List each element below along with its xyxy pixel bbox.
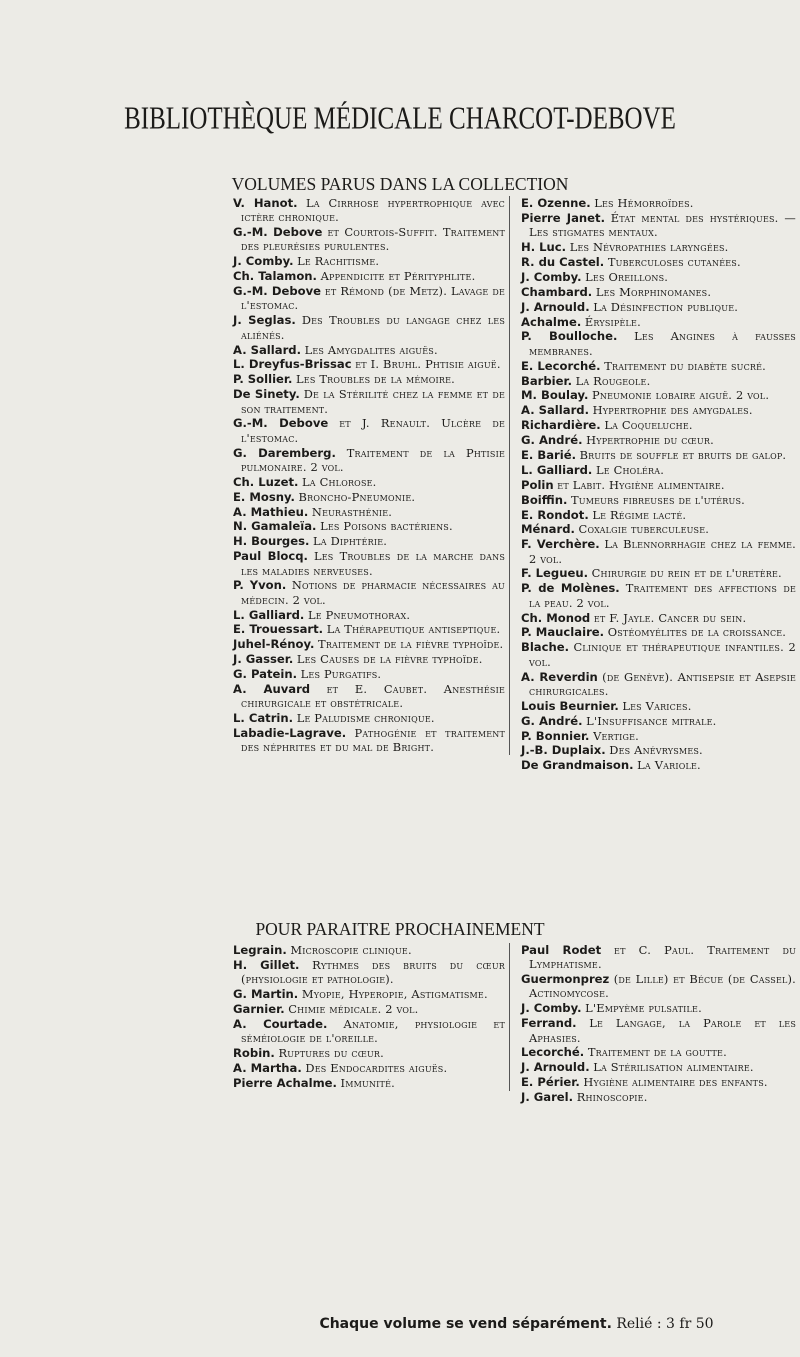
author-name: Chambard. [521,284,593,299]
work-title: Traitement de la Phtisie pulmonaire. 2 vol. [241,445,506,474]
catalogue-entry [521,581,796,610]
author-name: E. Lecorché. [521,358,601,373]
catalogue-entry [521,522,796,536]
author-name: M. Boulay. [521,388,589,403]
work-title: Chimie médicale. 2 vol. [288,1001,419,1016]
work-title: Anatomie, physiologie et séméiologie de l'oreille. [241,1016,505,1046]
author-name: E. Trouessart. [233,622,324,637]
author-name: Pierre Achalme. [233,1075,337,1090]
work-title: Les Angines à fausses membranes. [529,329,796,358]
catalogue-entry [521,566,796,580]
work-title: La Thérapeutique antiseptique. [326,622,501,637]
author-name: H. Gillet. [233,957,300,972]
author-name: Guermonprez [521,972,610,987]
catalogue-entry [233,490,505,504]
work-title: Pneumonie lobaire aiguë. 2 vol. [592,388,770,403]
work-title: Le Choléra. [595,462,665,477]
work-title: et C. Paul. Traitement du Lymphatisme. [529,943,797,972]
work-title: La Désinfection publique. [593,299,739,314]
catalogue-entry [521,270,796,284]
work-title: Les Troubles de la marche dans les maladies nerveuses. [241,549,506,578]
catalogue-entry [233,284,505,313]
catalogue-entry [233,652,505,666]
section-heading-forthcoming: POUR PARAITRE PROCHAINEMENT [255,919,545,939]
catalogue-entry [233,1046,505,1060]
catalogue-entry [233,958,505,987]
forthcoming-column-right [521,943,796,1105]
catalogue-entry [521,1016,796,1045]
work-title: Les Poisons bactériens. [320,519,453,534]
work-title: Clinique et thérapeutique infantiles. 2 vol. [529,640,796,669]
page-title: BIBLIOTHÈQUE MÉDICALE CHARCOT-DEBOVE [124,102,676,136]
published-column-right [521,196,796,773]
author-name: De Grandmaison. [521,758,634,773]
work-title: L'Insuffisance mitrale. [586,713,717,728]
catalogue-entry [521,943,796,972]
author-name: P. Boulloche. [521,329,618,344]
work-title: Vertige. [593,728,639,743]
catalogue-entry [233,372,505,386]
catalogue-entry [521,300,796,314]
author-name: P. Yvon. [233,578,287,593]
author-name: J. Garel. [521,1090,574,1105]
author-name: Polin [521,477,554,492]
work-title: Microscopie clinique. [290,943,412,957]
work-title: Coxalgie tuberculeuse. [578,522,710,537]
author-name: P. de Molènes. [521,581,620,596]
catalogue-entry [521,625,796,639]
author-name: G. Martin. [233,987,299,1002]
catalogue-entry [521,1001,796,1015]
author-name: G.-M. Debove [233,225,323,240]
author-name: J. Comby. [233,254,294,269]
work-title: Le Rachitisme. [297,254,380,269]
footer-price-text: Relié : 3 fr 50 [616,1316,714,1332]
work-title: Les Oreillons. [585,269,669,284]
author-name: L. Galliard. [521,462,593,477]
published-column-left [233,196,510,755]
author-name: Garnier. [233,1001,285,1016]
author-name: G.-M. Debove [233,284,322,299]
author-name: A. Sallard. [233,342,301,357]
author-name: J. Arnould. [521,1060,590,1075]
work-title: Les Purgatifs. [300,667,382,682]
catalogue-entry [233,225,505,254]
author-name: E. Ozenne. [521,196,591,210]
work-title: et J. Renault. Ulcère de l'estomac. [241,416,505,445]
catalogue-entry [521,1045,796,1059]
author-name: J. Seglas. [233,313,296,328]
forthcoming-column-left [233,943,510,1091]
author-name: H. Luc. [521,240,567,255]
work-title: La Blennorrhagie chez la femme. 2 vol. [529,537,796,566]
author-name: Achalme. [521,314,582,329]
catalogue-entry [233,254,505,268]
catalogue-entry [233,987,505,1001]
work-title: Traitement des affections de la peau. 2 vol. [529,581,796,610]
catalogue-entry [233,1002,505,1016]
author-name: Pierre Janet. [521,210,605,225]
author-name: L. Catrin. [233,711,294,726]
catalogue-entry [233,387,505,416]
work-title: La Diphtérie. [313,534,388,549]
author-name: Legrain. [233,943,287,957]
author-name: A. Reverdin [521,669,598,684]
work-title: Ostéomyélites de la croissance. [607,625,787,640]
footer-bold-text: Chaque volume se vend séparément. [319,1316,612,1332]
catalogue-entry [521,388,796,402]
author-name: G.-M. Debove [233,416,329,431]
catalogue-entry [233,519,505,533]
catalogue-entry [521,537,796,566]
work-title: Les Causes de la fièvre typhoïde. [296,652,483,667]
author-name: Boiffin. [521,492,568,507]
catalogue-entry [521,315,796,329]
author-name: A. Sallard. [521,403,589,418]
work-title: Les Varices. [622,698,692,713]
author-name: Ménard. [521,522,575,537]
author-name: G. André. [521,713,583,728]
author-name: Paul Blocq. [233,549,308,564]
catalogue-entry [521,478,796,492]
work-title: État mental des hystériques. — Les stigmates mentaux. [529,210,797,240]
catalogue-entry [233,505,505,519]
author-name: F. Verchère. [521,537,600,552]
catalogue-entry [233,711,505,725]
work-title: Hygiène alimentaire des enfants. [583,1075,768,1090]
author-name: P. Sollier. [233,372,293,387]
catalogue-entry [521,714,796,728]
catalogue-entry [521,359,796,373]
work-title: (de Genève). Antisepsie et Asepsie chirurgicales. [529,669,797,698]
work-title: Le Langage, la Parole et les Aphasies. [529,1016,796,1045]
catalogue-entry [521,433,796,447]
work-title: Les Hémorroïdes. [594,196,694,210]
catalogue-entry [233,667,505,681]
author-name: Ch. Luzet. [233,474,299,489]
work-title: Les Névropathies laryngées. [569,240,729,255]
author-name: L. Dreyfus-Brissac [233,357,352,372]
author-name: P. Bonnier. [521,728,590,743]
author-name: Ch. Talamon. [233,269,317,284]
work-title: Traitement du diabète sucré. [604,358,766,373]
author-name: G. Daremberg. [233,445,336,460]
catalogue-entry [233,475,505,489]
author-name: A. Auvard [233,682,311,697]
author-name: E. Mosny. [233,489,295,504]
work-title: et I. Bruhl. Phtisie aiguë. [355,357,501,372]
author-name: Ch. Monod [521,610,591,625]
author-name: Lecorché. [521,1045,585,1060]
catalogue-entry [521,493,796,507]
work-title: La Cirrhose hypertrophique avec ictère chronique. [241,196,505,225]
author-name: H. Bourges. [233,534,310,549]
author-name: G. Patein. [233,667,298,682]
catalogue-entry [233,343,505,357]
author-name: De Sinety. [233,387,300,402]
catalogue-entry [233,357,505,371]
catalogue-entry [233,196,505,225]
catalogue-entry [521,448,796,462]
work-title: et Labit. Hygiène alimentaire. [557,477,725,492]
work-title: Érysipèle. [584,314,641,329]
author-name: R. du Castel. [521,254,605,269]
catalogue-entry [233,1076,505,1090]
catalogue-entry [233,269,505,283]
catalogue-entry [521,196,796,210]
catalogue-entry [521,670,796,699]
work-title: Notions de pharmacie nécessaires au médecin. 2 vol. [241,578,505,607]
work-title: Immunité. [340,1075,395,1090]
catalogue-entry [521,972,796,1001]
work-title: La Coqueluche. [604,418,693,433]
work-title: et E. Caubet. Anesthésie chirurgicale et obstétricale. [241,682,505,711]
work-title: Myopie, Hyperopie, Astigmatisme. [301,987,488,1002]
author-name: Richardière. [521,418,601,433]
work-title: Appendicite et Pérityphlite. [320,269,476,284]
author-name: V. Hanot. [233,196,298,210]
catalogue-entry [521,374,796,388]
catalogue-entry [233,608,505,622]
author-name: Blache. [521,640,570,655]
catalogue-entry [521,1090,796,1104]
author-name: A. Mathieu. [233,504,309,519]
author-name: J. Gasser. [233,652,294,667]
work-title: Tuberculoses cutanées. [607,254,741,269]
catalogue-entry [233,637,505,651]
author-name: J. Arnould. [521,299,590,314]
work-title: La Variole. [637,758,701,773]
author-name: F. Legueu. [521,566,588,581]
footer-note [233,1316,800,1332]
author-name: G. André. [521,433,583,448]
author-name: E. Rondot. [521,507,589,522]
author-name: Paul Rodet [521,943,602,957]
work-title: La Stérilisation alimentaire. [593,1060,754,1075]
work-title: Broncho-Pneumonie. [298,489,416,504]
work-title: Le Pneumothorax. [307,607,411,622]
catalogue-entry [233,1017,505,1046]
work-title: et Rémond (de Metz). Lavage de l'estomac. [241,284,505,313]
catalogue-entry [521,743,796,757]
catalogue-entry [233,943,505,957]
author-name: Louis Beurnier. [521,698,619,713]
catalogue-entry [521,463,796,477]
catalogue-entry [233,534,505,548]
author-name: A. Martha. [233,1060,302,1075]
catalogue-entry [521,211,796,240]
work-title: (de Lille) et Bécue (de Cassel). Actinomycose. [529,972,797,1001]
catalogue-entry [521,508,796,522]
author-name: Labadie-Lagrave. [233,726,347,741]
catalogue-entry [521,255,796,269]
catalogue-entry [521,699,796,713]
work-title: Tumeurs fibreuses de l'utérus. [571,492,745,507]
work-title: Hypertrophie des amygdales. [592,403,753,418]
work-title: Des Anévrysmes. [609,743,703,758]
catalogue-entry [233,578,505,607]
catalogue-entry [521,329,796,358]
work-title: De la Stérilité chez la femme et de son traitement. [241,387,505,416]
work-title: et Courtois-Suffit. Traitement des pleurésies purulentes. [241,225,505,254]
author-name: Robin. [233,1046,275,1061]
work-title: Des Endocardites aiguës. [305,1060,448,1075]
author-name: E. Périer. [521,1075,580,1090]
section-heading-published: VOLUMES PARUS DANS LA COLLECTION [231,174,569,194]
work-title: Traitement de la fièvre typhoïde. [318,637,504,652]
author-name: Juhel-Rénoy. [233,637,315,652]
work-title: Chirurgie du rein et de l'uretère. [591,566,782,581]
work-title: L'Empyème pulsatile. [585,1001,702,1016]
catalogue-entry [521,285,796,299]
work-title: Le Régime lacté. [592,507,687,522]
work-title: Des Troubles du langage chez les aliénés. [241,313,505,342]
work-title: Neurasthénie. [311,504,393,519]
author-name: A. Courtade. [233,1016,328,1031]
catalogue-entry [233,622,505,636]
catalogue-entry [521,1075,796,1089]
catalogue-entry [233,416,505,445]
work-title: Traitement de la goutte. [587,1045,727,1060]
work-title: Pathogénie et traitement des néphrites et du mal de Bright. [241,726,506,755]
catalogue-entry [233,1061,505,1075]
catalogue-entry [521,1060,796,1074]
work-title: Bruits de souffle et bruits de galop. [579,447,787,462]
catalogue-entry [521,640,796,669]
catalogue-entry [233,682,505,711]
work-title: La Rougeole. [575,373,651,388]
work-title: Rhinoscopie. [576,1090,648,1105]
work-title: Le Paludisme chronique. [296,711,435,726]
author-name: J.-B. Duplaix. [521,743,606,758]
author-name: Barbier. [521,373,572,388]
catalogue-entry [521,418,796,432]
author-name: J. Comby. [521,269,582,284]
catalogue-entry [233,313,505,342]
author-name: Ferrand. [521,1016,577,1031]
work-title: Les Amygdalites aiguës. [304,342,438,357]
work-title: Hypertrophie du cœur. [586,433,714,448]
author-name: J. Comby. [521,1001,582,1016]
catalogue-entry [521,403,796,417]
work-title: Rythmes des bruits du cœur (physiologie et pathologie). [241,957,505,987]
catalogue-entry [233,726,505,755]
catalogue-entry [521,240,796,254]
catalogue-entry [233,446,505,475]
author-name: N. Gamaleïa. [233,519,317,534]
work-title: Les Troubles de la mémoire. [296,372,455,387]
author-name: E. Barié. [521,447,576,462]
work-title: Les Morphinomanes. [595,284,712,299]
author-name: L. Galliard. [233,607,305,622]
catalogue-entry [233,549,505,578]
work-title: et F. Jayle. Cancer du sein. [593,610,747,625]
catalogue-entry [521,758,796,772]
work-title: Ruptures du cœur. [278,1046,384,1061]
catalogue-entry [521,611,796,625]
catalogue-entry [521,729,796,743]
author-name: P. Mauclaire. [521,625,605,640]
work-title: La Chlorose. [302,474,377,489]
